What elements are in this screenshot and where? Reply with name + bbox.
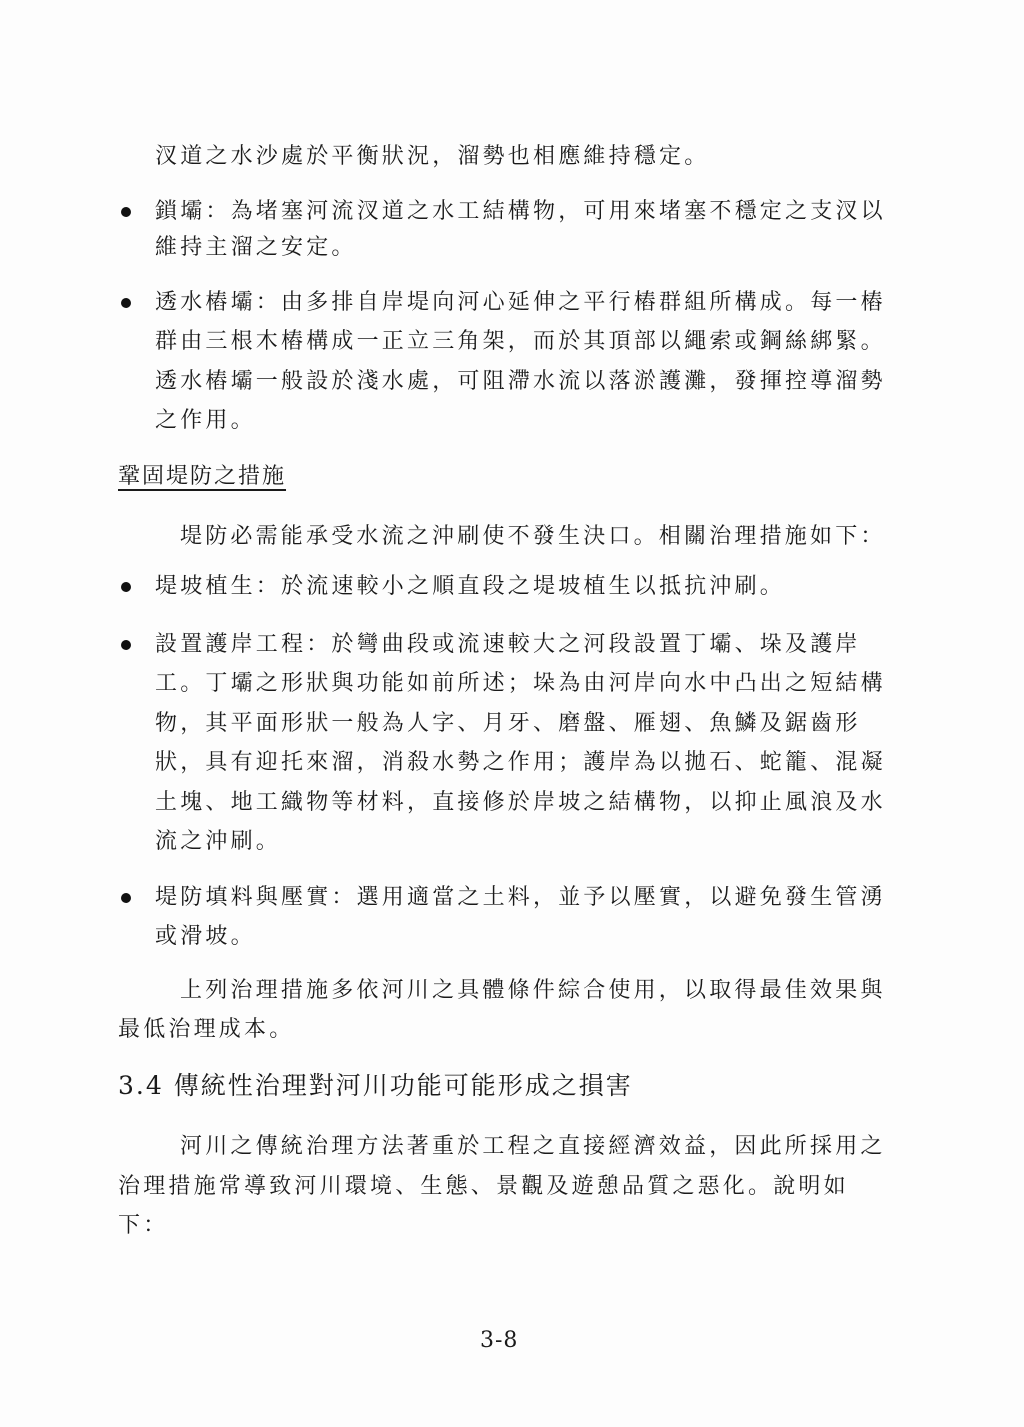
- bullet-icon: [121, 640, 131, 650]
- bullet-text-line: 或滑坡。: [155, 924, 256, 949]
- bullet-text-line: 堤坡植生：於流速較小之順直段之堤坡植生以抵抗沖刷。: [155, 574, 786, 599]
- bullet-icon: [121, 207, 131, 217]
- section-paragraph-line: 治理措施常導致河川環境、生態、景觀及遊憩品質之惡化。說明如: [118, 1174, 849, 1199]
- bullet-text-line: 堤防填料與壓實：選用適當之土料，並予以壓實，以避免發生管湧: [155, 885, 886, 910]
- intro-paragraph: 堤防必需能承受水流之沖刷使不發生決口。相關治理措施如下：: [180, 524, 886, 549]
- continuation-line: 汊道之水沙處於平衡狀況，溜勢也相應維持穩定。: [155, 144, 710, 169]
- bullet-text-line: 狀，具有迎托來溜，消殺水勢之作用；護岸為以拋石、蛇籠、混凝: [155, 750, 886, 775]
- summary-line: 上列治理措施多依河川之具體條件綜合使用，以取得最佳效果與: [180, 978, 886, 1003]
- bullet-text-line: 工。丁壩之形狀與功能如前所述；垛為由河岸向水中凸出之短結構: [155, 671, 886, 696]
- bullet-icon: [121, 582, 131, 592]
- bullet-text-line: 土塊、地工織物等材料，直接修於岸坡之結構物，以抑止風浪及水: [155, 790, 886, 815]
- bullet-icon: [121, 893, 131, 903]
- subheading: 鞏固堤防之措施: [118, 464, 287, 489]
- section-title: 3.4 傳統性治理對河川功能可能形成之損害: [118, 1071, 633, 1100]
- bullet-text-line: 之作用。: [155, 408, 256, 433]
- bullet-text-line: 設置護岸工程：於彎曲段或流速較大之河段設置丁壩、垛及護岸: [155, 632, 861, 657]
- section-paragraph-line: 河川之傳統治理方法著重於工程之直接經濟效益，因此所採用之: [180, 1134, 886, 1159]
- bullet-icon: [121, 298, 131, 308]
- bullet-text-line: 維持主溜之安定。: [155, 235, 357, 260]
- bullet-text-line: 群由三根木樁構成一正立三角架，而於其頂部以繩索或鋼絲綁緊。: [155, 329, 886, 354]
- bullet-text-line: 透水樁壩一般設於淺水處，可阻滯水流以落淤護灘，發揮控導溜勢: [155, 369, 886, 394]
- section-paragraph-line: 下：: [118, 1213, 169, 1238]
- bullet-text-line: 鎖壩：為堵塞河流汊道之水工結構物，可用來堵塞不穩定之支汊以: [155, 199, 886, 224]
- page-number: 3-8: [480, 1328, 519, 1353]
- bullet-text-line: 流之沖刷。: [155, 829, 282, 854]
- summary-line: 最低治理成本。: [118, 1017, 295, 1042]
- bullet-text-line: 透水樁壩：由多排自岸堤向河心延伸之平行樁群組所構成。每一樁: [155, 290, 886, 315]
- bullet-text-line: 物，其平面形狀一般為人字、月牙、磨盤、雁翅、魚鱗及鋸齒形: [155, 711, 861, 736]
